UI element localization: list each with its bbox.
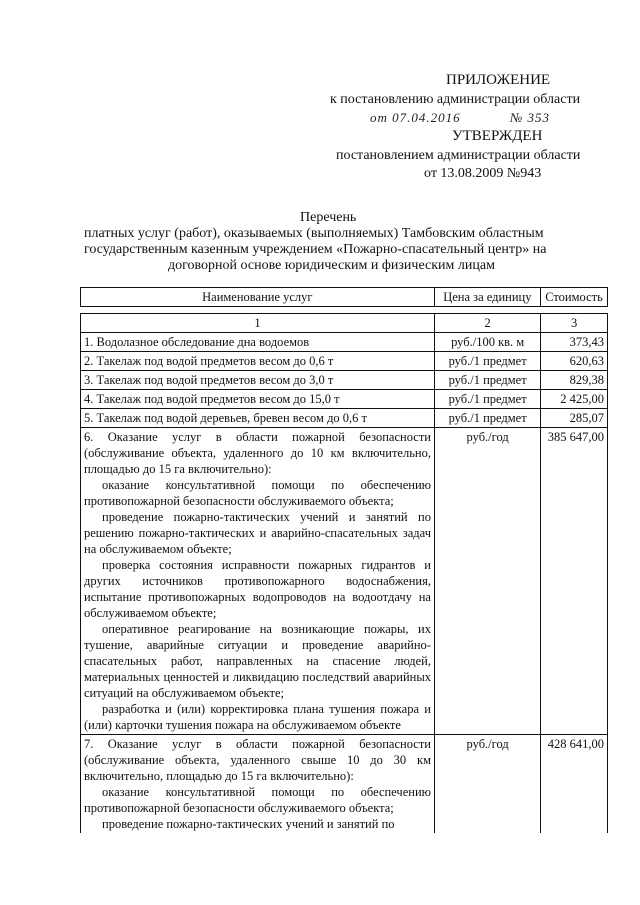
column-numbers-row [81,314,608,333]
service-intro: 7. Оказание услуг в области пожарной безопасности (обслуживание объекта, удаленного свыше 10 до 30 км включительно, площадью до 15 га включительно): [84,737,431,783]
col-num-3: 3 [541,314,608,333]
table-row [81,352,608,371]
service-unit: руб./1 предмет [434,352,540,371]
service-unit: руб./100 кв. м [434,333,540,352]
handwritten-number: № 353 [510,110,551,125]
table-row [81,409,608,428]
service-name: 1. Водолазное обследование дна водоемов [81,333,435,352]
service-item: проведение пожарно-тактических учений и занятий по [102,817,395,831]
header-cost: Стоимость [541,288,608,307]
service-unit: руб./1 предмет [434,371,540,390]
approved-by-text: постановлением администрации области [336,148,581,163]
table-row [81,428,608,735]
service-price: 373,43 [541,333,608,352]
appendix-label: ПРИЛОЖЕНИЕ [446,72,551,88]
service-item: оказание консультативной помощи по обеспечению противопожарной безопасности обслуживаемого объекта; [84,785,431,815]
col-num-1: 1 [81,314,435,333]
services-table [80,313,608,833]
service-price: 829,38 [541,371,608,390]
service-item: разработка и (или) корректировка плана тушения пожара и (или) карточки тушения пожара на обслуживаемом объекте [84,702,431,732]
service-price: 428 641,00 [541,735,608,834]
service-description [81,428,435,735]
approved-date-text: от 13.08.2009 №943 [424,166,542,181]
header-name: Наименование услуг [81,288,435,307]
approved-label: УТВЕРЖДЕН [452,128,543,144]
service-name: 4. Такелаж под водой предметов весом до 15,0 т [81,390,435,409]
service-name: 5. Такелаж под водой деревьев, бревен весом до 0,6 т [81,409,435,428]
table-header [80,287,608,307]
service-price: 620,63 [541,352,608,371]
service-price: 2 425,00 [541,390,608,409]
document-title: Перечень [300,210,357,225]
table-row [81,333,608,352]
title-line-2: государственным казенным учреждением «Пожарно-спасательный центр» на [84,242,547,257]
service-name: 2. Такелаж под водой предметов весом до 0,6 т [81,352,435,371]
service-name: 3. Такелаж под водой предметов весом до 3,0 т [81,371,435,390]
to-resolution-text: к постановлению администрации области [330,92,581,107]
service-description [81,735,435,834]
service-price: 385 647,00 [541,428,608,735]
service-unit: руб./1 предмет [434,390,540,409]
table-row [81,371,608,390]
title-line-3: договорной основе юридическим и физическим лицам [168,258,495,273]
service-unit: руб./1 предмет [434,409,540,428]
col-num-2: 2 [434,314,540,333]
service-item: проверка состояния исправности пожарных гидрантов и других источников противопожарного водоснабжения, испытание противопожарных водопроводов на водоотдачу на обслуживаемом объекте; [84,558,431,620]
handwritten-date: от 07.04.2016 [370,110,461,125]
service-item: проведение пожарно-тактических учений и занятий по решению пожарно-тактических и аварийно-спасательных задач на обслуживаемом объекте; [84,510,431,556]
service-intro: 6. Оказание услуг в области пожарной безопасности (обслуживание объекта, удаленного до 10 км включительно, площадью до 15 га включительно): [84,430,431,476]
service-unit: руб./год [434,735,540,834]
title-line-1: платных услуг (работ), оказываемых (выполняемых) Тамбовским областным [84,226,544,241]
service-price: 285,07 [541,409,608,428]
table-row [81,735,608,834]
service-item: оказание консультативной помощи по обеспечению противопожарной безопасности обслуживаемого объекта; [84,478,431,508]
table-row [81,390,608,409]
header-unit-price: Цена за единицу [434,288,540,307]
service-unit: руб./год [434,428,540,735]
service-item: оперативное реагирование на возникающие пожары, их тушение, аварийные ситуации и проведение аварийно-спасательных работ, направленных на спасение людей, материальных ценностей и ликвидацию последствий аварийных ситуаций на обслуживаемом объекте; [84,622,431,700]
